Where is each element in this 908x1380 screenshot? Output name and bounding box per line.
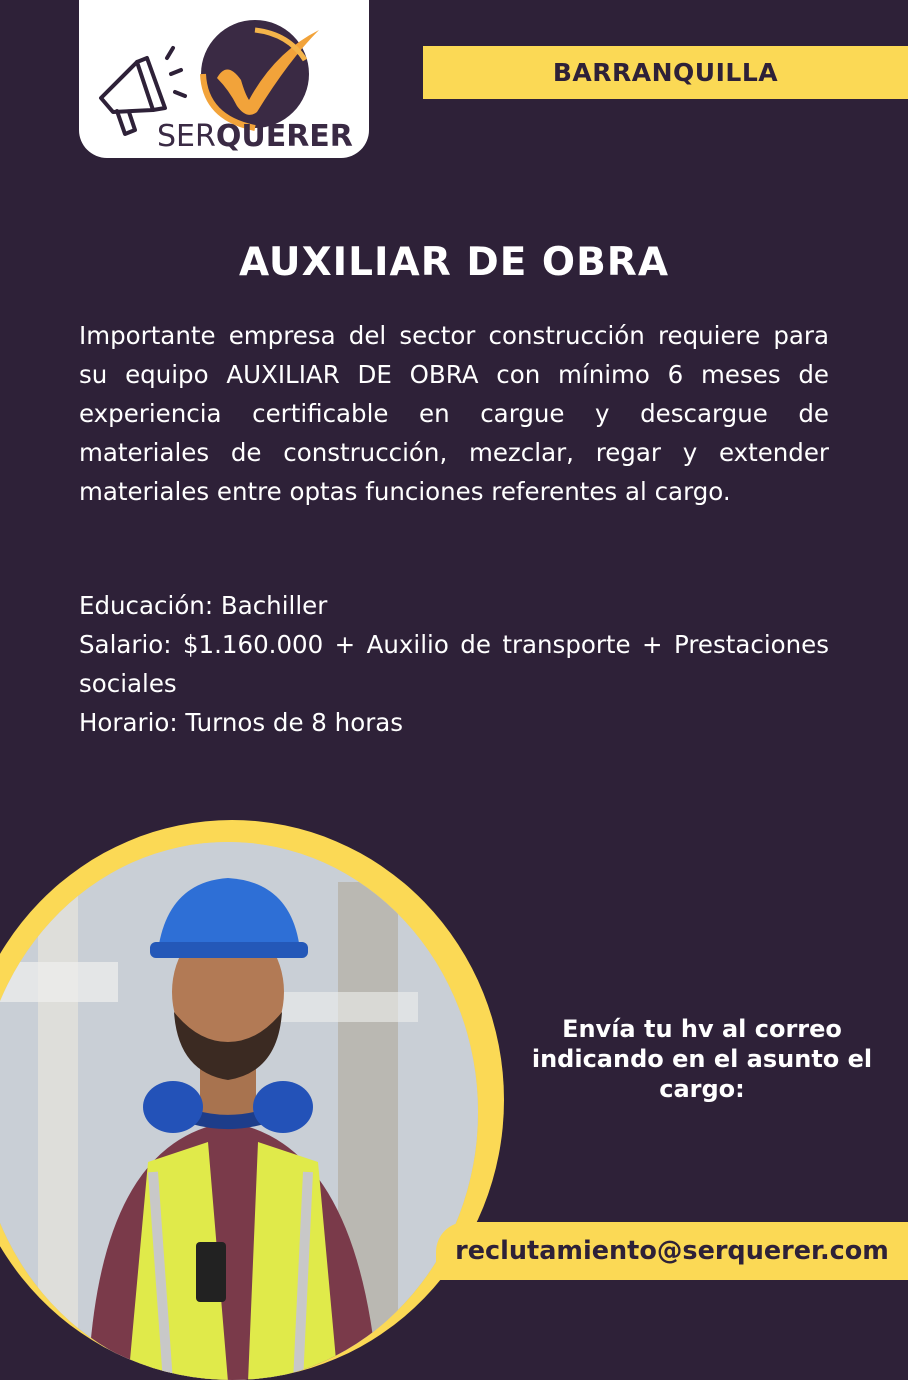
logo-text-querer: QUERER	[215, 119, 353, 154]
education-line: Educación: Bachiller	[79, 591, 328, 620]
job-details	[79, 586, 829, 742]
schedule-line: Horario: Turnos de 8 horas	[79, 708, 404, 737]
job-description: Importante empresa del sector construcción requiere para su equipo AUXILIAR DE OBRA con mínimo 6 meses de experiencia certificable en cargue y descargue de materiales de construcción, mezclar, regar y extender materiales entre optas funciones referentes al cargo.	[79, 321, 829, 506]
salary-line: Salario: $1.160.000 + Auxilio de transporte + Prestaciones sociales	[79, 630, 829, 698]
job-title: AUXILIAR DE OBRA	[238, 240, 670, 285]
worker-photo-frame	[0, 820, 504, 1380]
city-banner: BARRANQUILLA	[423, 46, 908, 99]
email-band	[436, 1222, 908, 1280]
checkmark-badge-icon	[201, 20, 319, 128]
worker-illustration	[0, 842, 478, 1380]
logo-card	[79, 0, 369, 158]
worker-photo	[0, 842, 478, 1380]
logo-text	[157, 119, 353, 154]
logo-text-ser: SER	[157, 119, 216, 154]
call-to-action: Envía tu hv al correo indicando en el asunto el cargo:	[531, 1015, 873, 1103]
recruitment-email[interactable]: reclutamiento@serquerer.com	[455, 1236, 889, 1266]
